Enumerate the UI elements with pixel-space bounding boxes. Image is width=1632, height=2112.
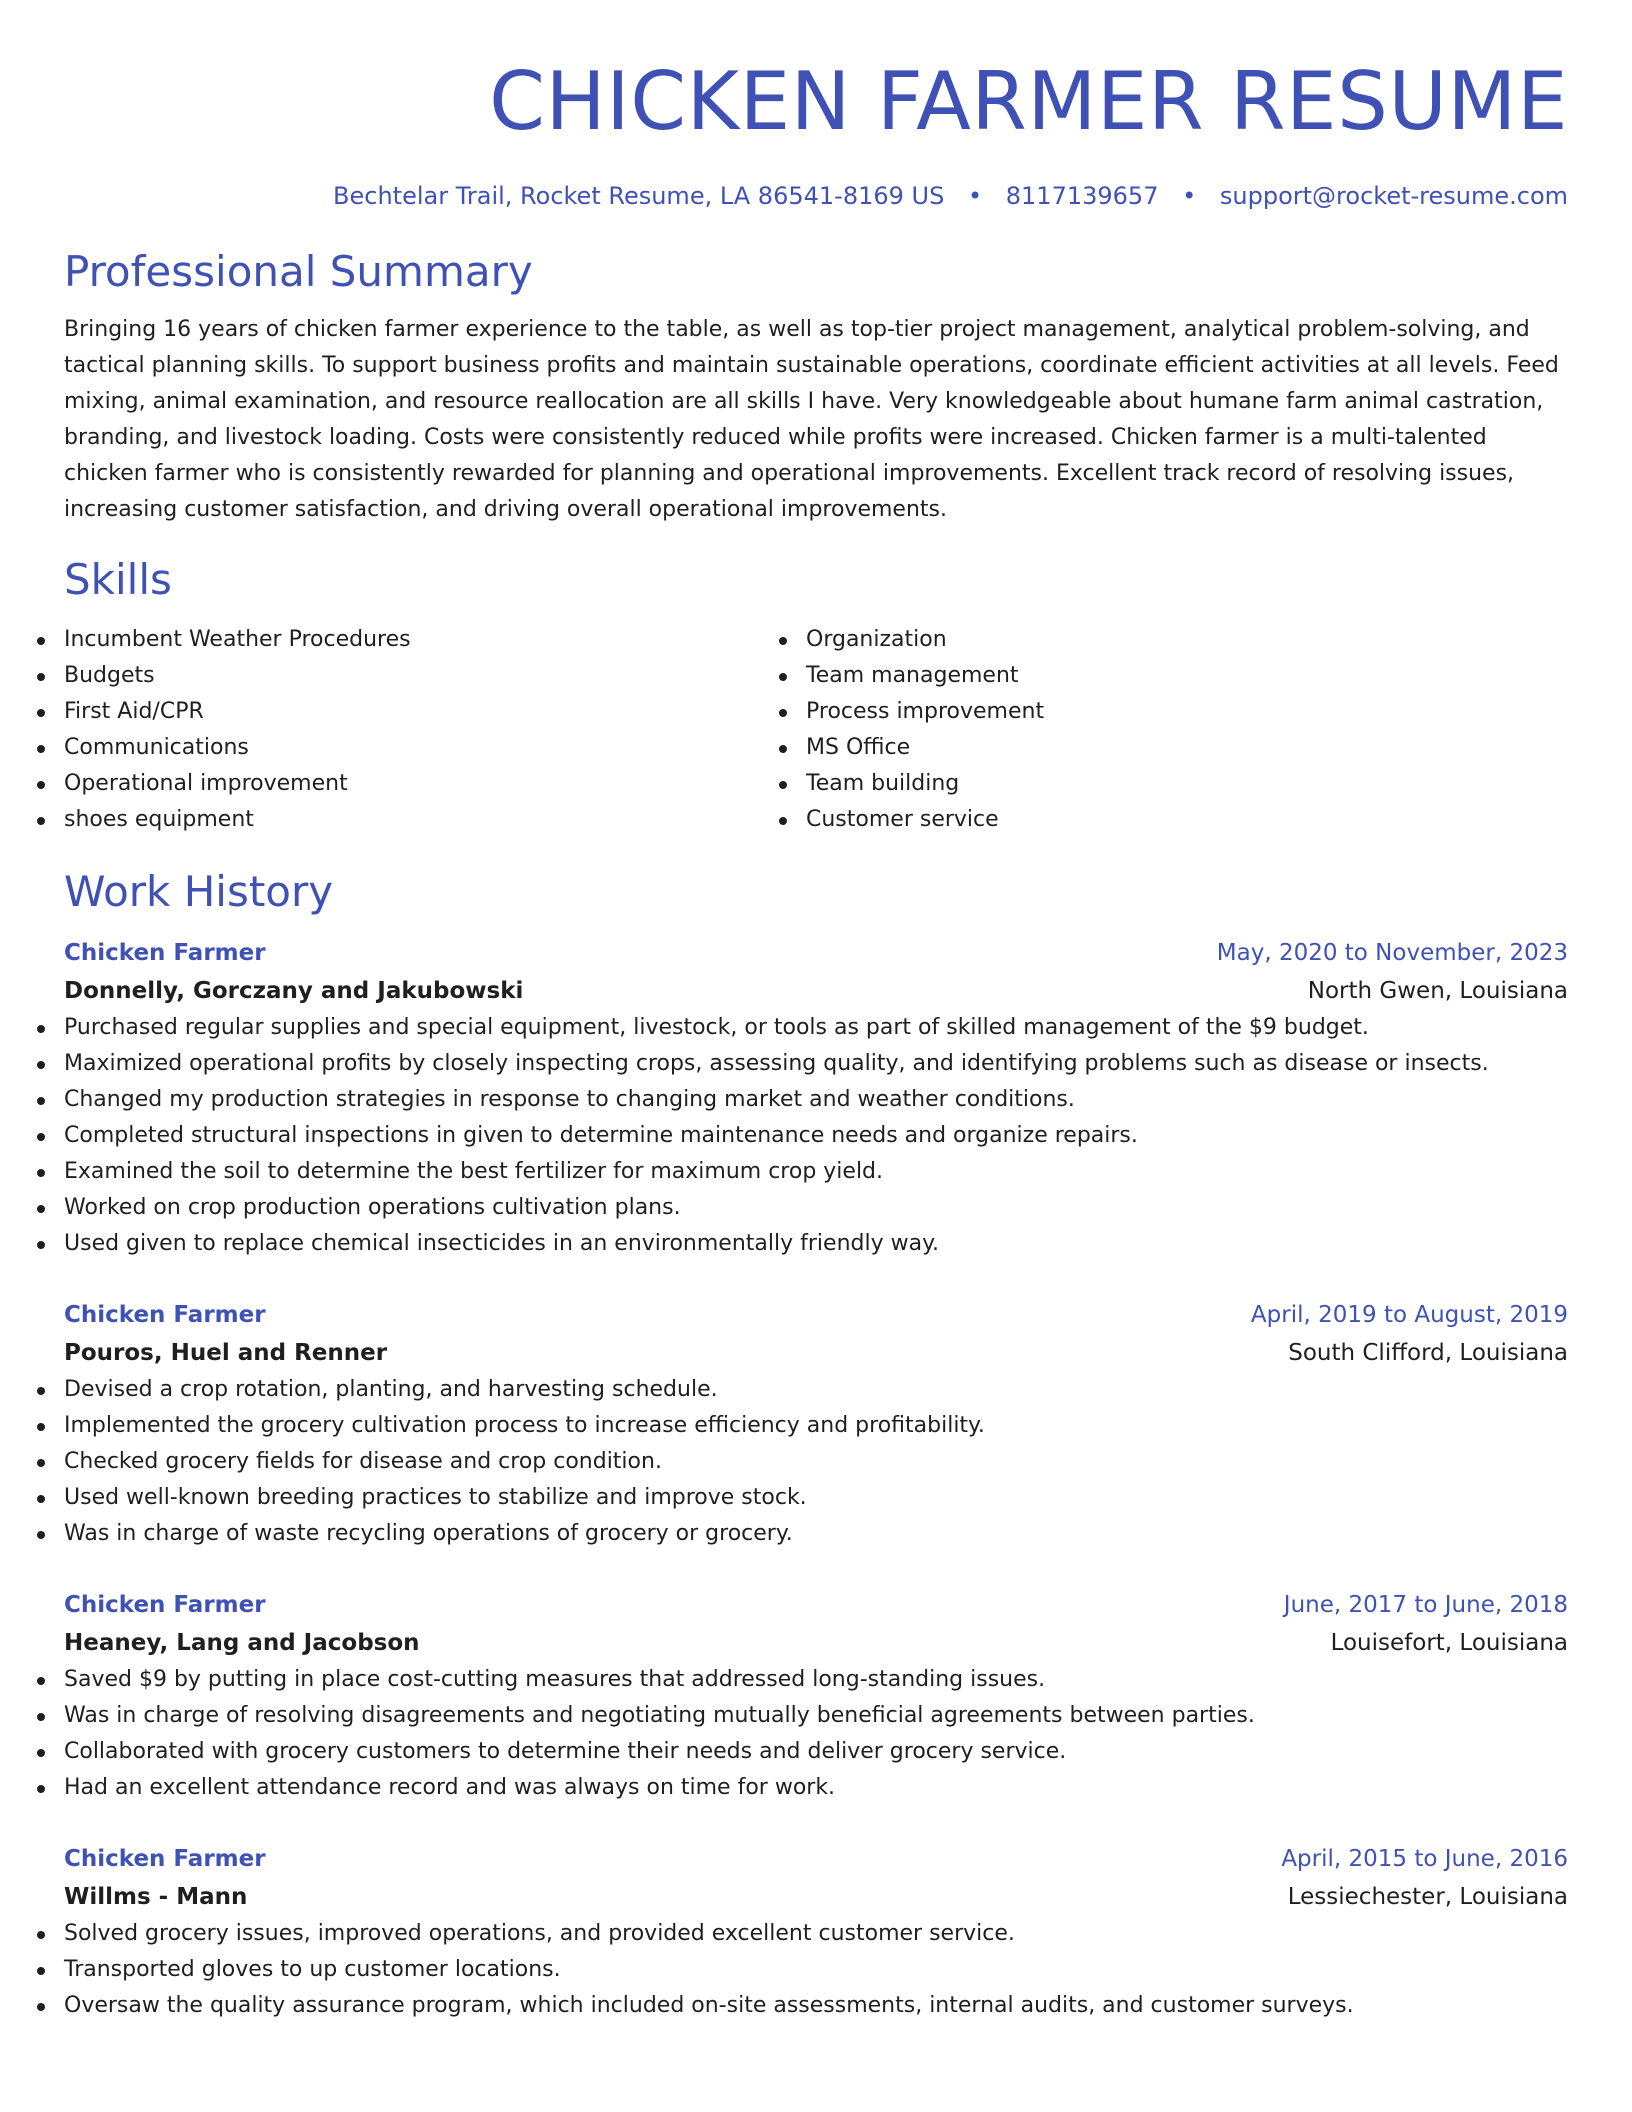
skill-item: Budgets [64, 658, 806, 694]
job-location: South Clifford, Louisiana [1288, 1340, 1568, 1366]
job-title: Chicken Farmer [64, 1846, 266, 1872]
job-location: Louisefort, Louisiana [1330, 1630, 1568, 1656]
job-duties [64, 1010, 1568, 1262]
job-duty: Maximized operational profits by closely inspecting crops, assessing quality, and identifying problems such as disease or insects. [64, 1046, 1568, 1082]
job-dates: May, 2020 to November, 2023 [1216, 940, 1568, 966]
job-company: Pouros, Huel and Renner [64, 1340, 388, 1366]
job-title: Chicken Farmer [64, 1592, 266, 1618]
contact-address: Bechtelar Trail, Rocket Resume, LA 86541-8169 US [333, 182, 945, 210]
skill-item: Customer service [806, 802, 1548, 838]
skill-item: Team building [806, 766, 1548, 802]
job-duty: Implemented the grocery cultivation process to increase efficiency and profitability. [64, 1408, 1568, 1444]
skill-item: shoes equipment [64, 802, 806, 838]
skills-list [64, 622, 1568, 838]
job-entry [64, 1296, 1568, 1552]
skill-item: MS Office [806, 730, 1548, 766]
contact-email[interactable]: support@rocket-resume.com [1219, 182, 1568, 210]
job-duty: Was in charge of resolving disagreements and negotiating mutually beneficial agreements between parties. [64, 1698, 1568, 1734]
job-duty: Examined the soil to determine the best fertilizer for maximum crop yield. [64, 1154, 1568, 1190]
job-dates: April, 2015 to June, 2016 [1281, 1846, 1568, 1872]
skill-item: Communications [64, 730, 806, 766]
job-entry [64, 934, 1568, 1262]
contact-separator: • [967, 182, 983, 210]
job-duty: Oversaw the quality assurance program, which included on-site assessments, internal audits, and customer surveys. [64, 1988, 1568, 2024]
summary-heading: Professional Summary [64, 247, 533, 296]
skill-item: Incumbent Weather Procedures [64, 622, 806, 658]
job-duty: Devised a crop rotation, planting, and harvesting schedule. [64, 1372, 1568, 1408]
summary-text: Bringing 16 years of chicken farmer experience to the table, as well as top-tier project management, analytical problem-solving, and tactical planning skills. To support business profits and maintain sustainable operations, coordinate efficient activities at all levels. Feed mixing, animal examination, and resource reallocation are all skills I have. Very knowledgeable about humane farm animal castration, branding, and livestock loading. Costs were consistently reduced while profits were increased. Chicken farmer is a multi-talented chicken farmer who is consistently rewarded for planning and operational improvements. Excellent track record of resolving issues, increasing customer satisfaction, and driving overall operational improvements. [64, 317, 1559, 522]
job-duty: Completed structural inspections in given to determine maintenance needs and organize repairs. [64, 1118, 1568, 1154]
job-duties [64, 1662, 1568, 1806]
job-duties [64, 1916, 1568, 2024]
job-entry [64, 1586, 1568, 1806]
job-dates: April, 2019 to August, 2019 [1250, 1302, 1568, 1328]
job-company: Donnelly, Gorczany and Jakubowski [64, 978, 524, 1004]
contact-line [64, 180, 1568, 212]
job-title: Chicken Farmer [64, 1302, 266, 1328]
skill-item: Organization [806, 622, 1548, 658]
job-duty: Worked on crop production operations cultivation plans. [64, 1190, 1568, 1226]
job-duty: Purchased regular supplies and special equipment, livestock, or tools as part of skilled management of the $9 budget. [64, 1010, 1568, 1046]
job-duty: Used given to replace chemical insecticides in an environmentally friendly way. [64, 1226, 1568, 1262]
job-duty: Transported gloves to up customer locations. [64, 1952, 1568, 1988]
job-duty: Used well-known breeding practices to stabilize and improve stock. [64, 1480, 1568, 1516]
skill-item: First Aid/CPR [64, 694, 806, 730]
job-duty: Checked grocery fields for disease and crop condition. [64, 1444, 1568, 1480]
job-title: Chicken Farmer [64, 940, 266, 966]
job-duty: Was in charge of waste recycling operations of grocery or grocery. [64, 1516, 1568, 1552]
contact-phone[interactable]: 8117139657 [1005, 182, 1159, 210]
job-duty: Collaborated with grocery customers to determine their needs and deliver grocery service. [64, 1734, 1568, 1770]
job-company: Willms - Mann [64, 1884, 248, 1910]
job-duty: Had an excellent attendance record and was always on time for work. [64, 1770, 1568, 1806]
job-entry [64, 1840, 1568, 2024]
skill-item: Operational improvement [64, 766, 806, 802]
skills-heading: Skills [64, 555, 172, 604]
contact-separator: • [1182, 182, 1197, 210]
resume-title: CHICKEN FARMER RESUME [489, 55, 1568, 148]
resume-page [64, 0, 1568, 2024]
job-company: Heaney, Lang and Jacobson [64, 1630, 420, 1656]
job-dates: June, 2017 to June, 2018 [1283, 1592, 1568, 1618]
skills-column-left [64, 622, 806, 838]
job-duties [64, 1372, 1568, 1552]
job-location: Lessiechester, Louisiana [1287, 1884, 1568, 1910]
work-history-heading: Work History [64, 867, 334, 916]
job-location: North Gwen, Louisiana [1307, 978, 1568, 1004]
skill-item: Process improvement [806, 694, 1548, 730]
skill-item: Team management [806, 658, 1548, 694]
job-duty: Solved grocery issues, improved operations, and provided excellent customer service. [64, 1916, 1568, 1952]
job-duty: Changed my production strategies in response to changing market and weather conditions. [64, 1082, 1568, 1118]
skills-column-right [806, 622, 1548, 838]
job-duty: Saved $9 by putting in place cost-cutting measures that addressed long-standing issues. [64, 1662, 1568, 1698]
